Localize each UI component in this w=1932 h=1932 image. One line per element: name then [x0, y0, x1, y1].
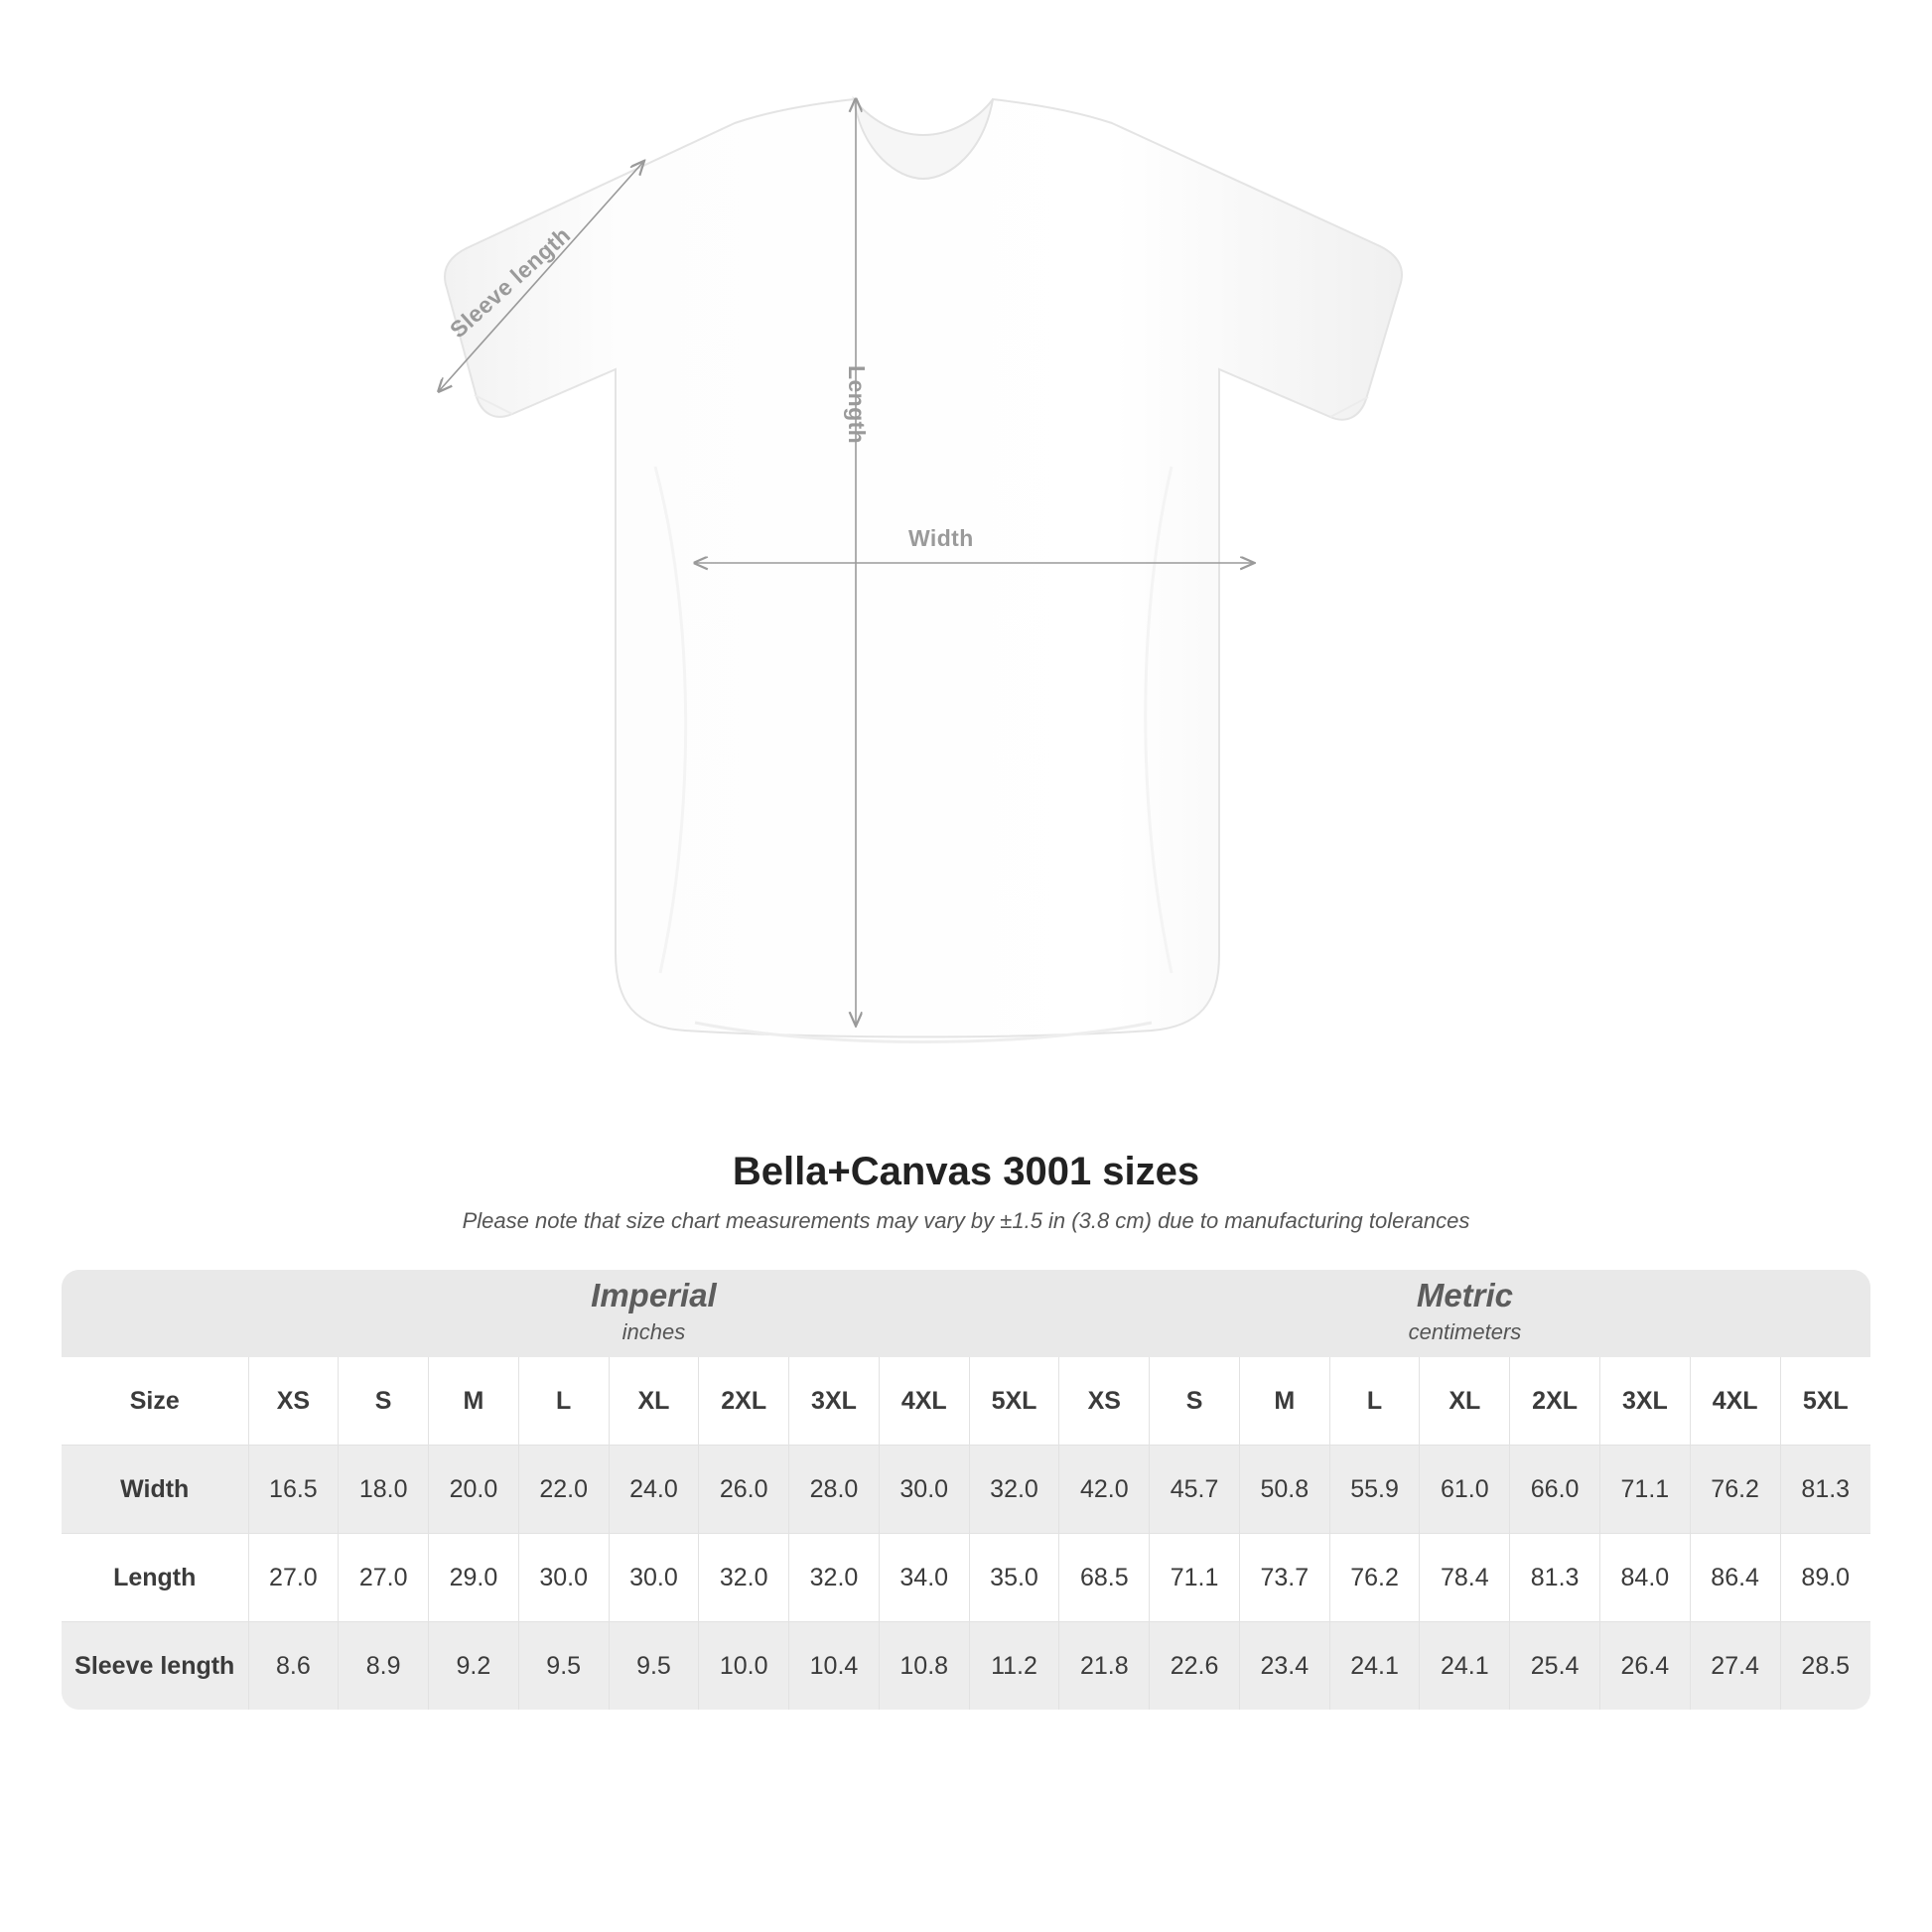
header-size-17: 5XL	[1780, 1357, 1870, 1446]
header-size-8: 5XL	[969, 1357, 1059, 1446]
cell-0-2: 20.0	[429, 1446, 519, 1534]
cell-1-3: 30.0	[518, 1534, 609, 1622]
header-size-1: S	[339, 1357, 429, 1446]
table-row	[62, 1622, 1870, 1711]
cell-2-0: 8.6	[248, 1622, 339, 1711]
cell-0-11: 50.8	[1239, 1446, 1329, 1534]
cell-2-13: 24.1	[1420, 1622, 1510, 1711]
header-size-13: XL	[1420, 1357, 1510, 1446]
header-size-3: L	[518, 1357, 609, 1446]
row-label-1: Length	[62, 1534, 248, 1622]
cell-0-12: 55.9	[1329, 1446, 1420, 1534]
cell-0-1: 18.0	[339, 1446, 429, 1534]
header-size-14: 2XL	[1510, 1357, 1600, 1446]
cell-1-4: 30.0	[609, 1534, 699, 1622]
table-header-row	[62, 1357, 1870, 1446]
row-label-2: Sleeve length	[62, 1622, 248, 1711]
cell-2-1: 8.9	[339, 1622, 429, 1711]
cell-1-15: 84.0	[1599, 1534, 1690, 1622]
cell-0-13: 61.0	[1420, 1446, 1510, 1534]
cell-1-11: 73.7	[1239, 1534, 1329, 1622]
header-size-2: M	[429, 1357, 519, 1446]
cell-1-6: 32.0	[789, 1534, 880, 1622]
units-spacer	[62, 1270, 248, 1357]
tolerance-note: Please note that size chart measurements may vary by ±1.5 in (3.8 cm) due to manufacturing tolerances	[462, 1208, 1470, 1233]
tshirt-shape	[445, 99, 1402, 1042]
width-dimension-label: Width	[908, 525, 974, 551]
cell-2-17: 28.5	[1780, 1622, 1870, 1711]
cell-1-9: 68.5	[1059, 1534, 1150, 1622]
cell-0-16: 76.2	[1690, 1446, 1780, 1534]
header-size-6: 3XL	[789, 1357, 880, 1446]
page-title: Bella+Canvas 3001 sizes	[732, 1150, 1200, 1193]
header-size-7: 4XL	[879, 1357, 969, 1446]
cell-2-12: 24.1	[1329, 1622, 1420, 1711]
header-size-15: 3XL	[1599, 1357, 1690, 1446]
imperial-unit-cell	[248, 1270, 1059, 1357]
cell-2-14: 25.4	[1510, 1622, 1600, 1711]
title-block	[0, 1150, 1932, 1234]
imperial-label: Imperial	[591, 1277, 717, 1314]
cell-2-8: 11.2	[969, 1622, 1059, 1711]
cell-2-3: 9.5	[518, 1622, 609, 1711]
header-size-12: L	[1329, 1357, 1420, 1446]
header-size-label: Size	[62, 1357, 248, 1446]
header-size-11: M	[1239, 1357, 1329, 1446]
imperial-sub-label: inches	[621, 1319, 686, 1345]
cell-1-8: 35.0	[969, 1534, 1059, 1622]
cell-2-4: 9.5	[609, 1622, 699, 1711]
sleeve-length-dimension-label: Sleeve length	[445, 221, 576, 344]
cell-0-5: 26.0	[699, 1446, 789, 1534]
row-label-0: Width	[62, 1446, 248, 1534]
cell-2-10: 22.6	[1150, 1622, 1240, 1711]
cell-1-0: 27.0	[248, 1534, 339, 1622]
header-size-16: 4XL	[1690, 1357, 1780, 1446]
cell-1-17: 89.0	[1780, 1534, 1870, 1622]
metric-unit-cell	[1059, 1270, 1870, 1357]
length-dimension-label: Length	[844, 365, 870, 445]
cell-2-15: 26.4	[1599, 1622, 1690, 1711]
cell-2-16: 27.4	[1690, 1622, 1780, 1711]
cell-1-2: 29.0	[429, 1534, 519, 1622]
cell-0-17: 81.3	[1780, 1446, 1870, 1534]
cell-2-11: 23.4	[1239, 1622, 1329, 1711]
cell-0-4: 24.0	[609, 1446, 699, 1534]
size-table-container	[62, 1270, 1870, 1710]
cell-0-3: 22.0	[518, 1446, 609, 1534]
cell-1-10: 71.1	[1150, 1534, 1240, 1622]
cell-0-7: 30.0	[879, 1446, 969, 1534]
cell-0-0: 16.5	[248, 1446, 339, 1534]
cell-2-9: 21.8	[1059, 1622, 1150, 1711]
header-size-4: XL	[609, 1357, 699, 1446]
cell-1-14: 81.3	[1510, 1534, 1600, 1622]
cell-1-16: 86.4	[1690, 1534, 1780, 1622]
header-size-0: XS	[248, 1357, 339, 1446]
table-row	[62, 1446, 1870, 1534]
cell-0-10: 45.7	[1150, 1446, 1240, 1534]
cell-2-5: 10.0	[699, 1622, 789, 1711]
cell-2-2: 9.2	[429, 1622, 519, 1711]
metric-sub-label: centimeters	[1408, 1319, 1522, 1345]
header-size-5: 2XL	[699, 1357, 789, 1446]
cell-1-12: 76.2	[1329, 1534, 1420, 1622]
cell-1-7: 34.0	[879, 1534, 969, 1622]
header-size-10: S	[1150, 1357, 1240, 1446]
size-table	[62, 1270, 1870, 1710]
cell-2-6: 10.4	[789, 1622, 880, 1711]
cell-0-8: 32.0	[969, 1446, 1059, 1534]
cell-2-7: 10.8	[879, 1622, 969, 1711]
cell-0-6: 28.0	[789, 1446, 880, 1534]
metric-label: Metric	[1416, 1277, 1514, 1314]
cell-0-15: 71.1	[1599, 1446, 1690, 1534]
units-row	[62, 1270, 1870, 1357]
table-row	[62, 1534, 1870, 1622]
cell-0-9: 42.0	[1059, 1446, 1150, 1534]
cell-1-5: 32.0	[699, 1534, 789, 1622]
cell-1-13: 78.4	[1420, 1534, 1510, 1622]
cell-0-14: 66.0	[1510, 1446, 1600, 1534]
header-size-9: XS	[1059, 1357, 1150, 1446]
cell-1-1: 27.0	[339, 1534, 429, 1622]
